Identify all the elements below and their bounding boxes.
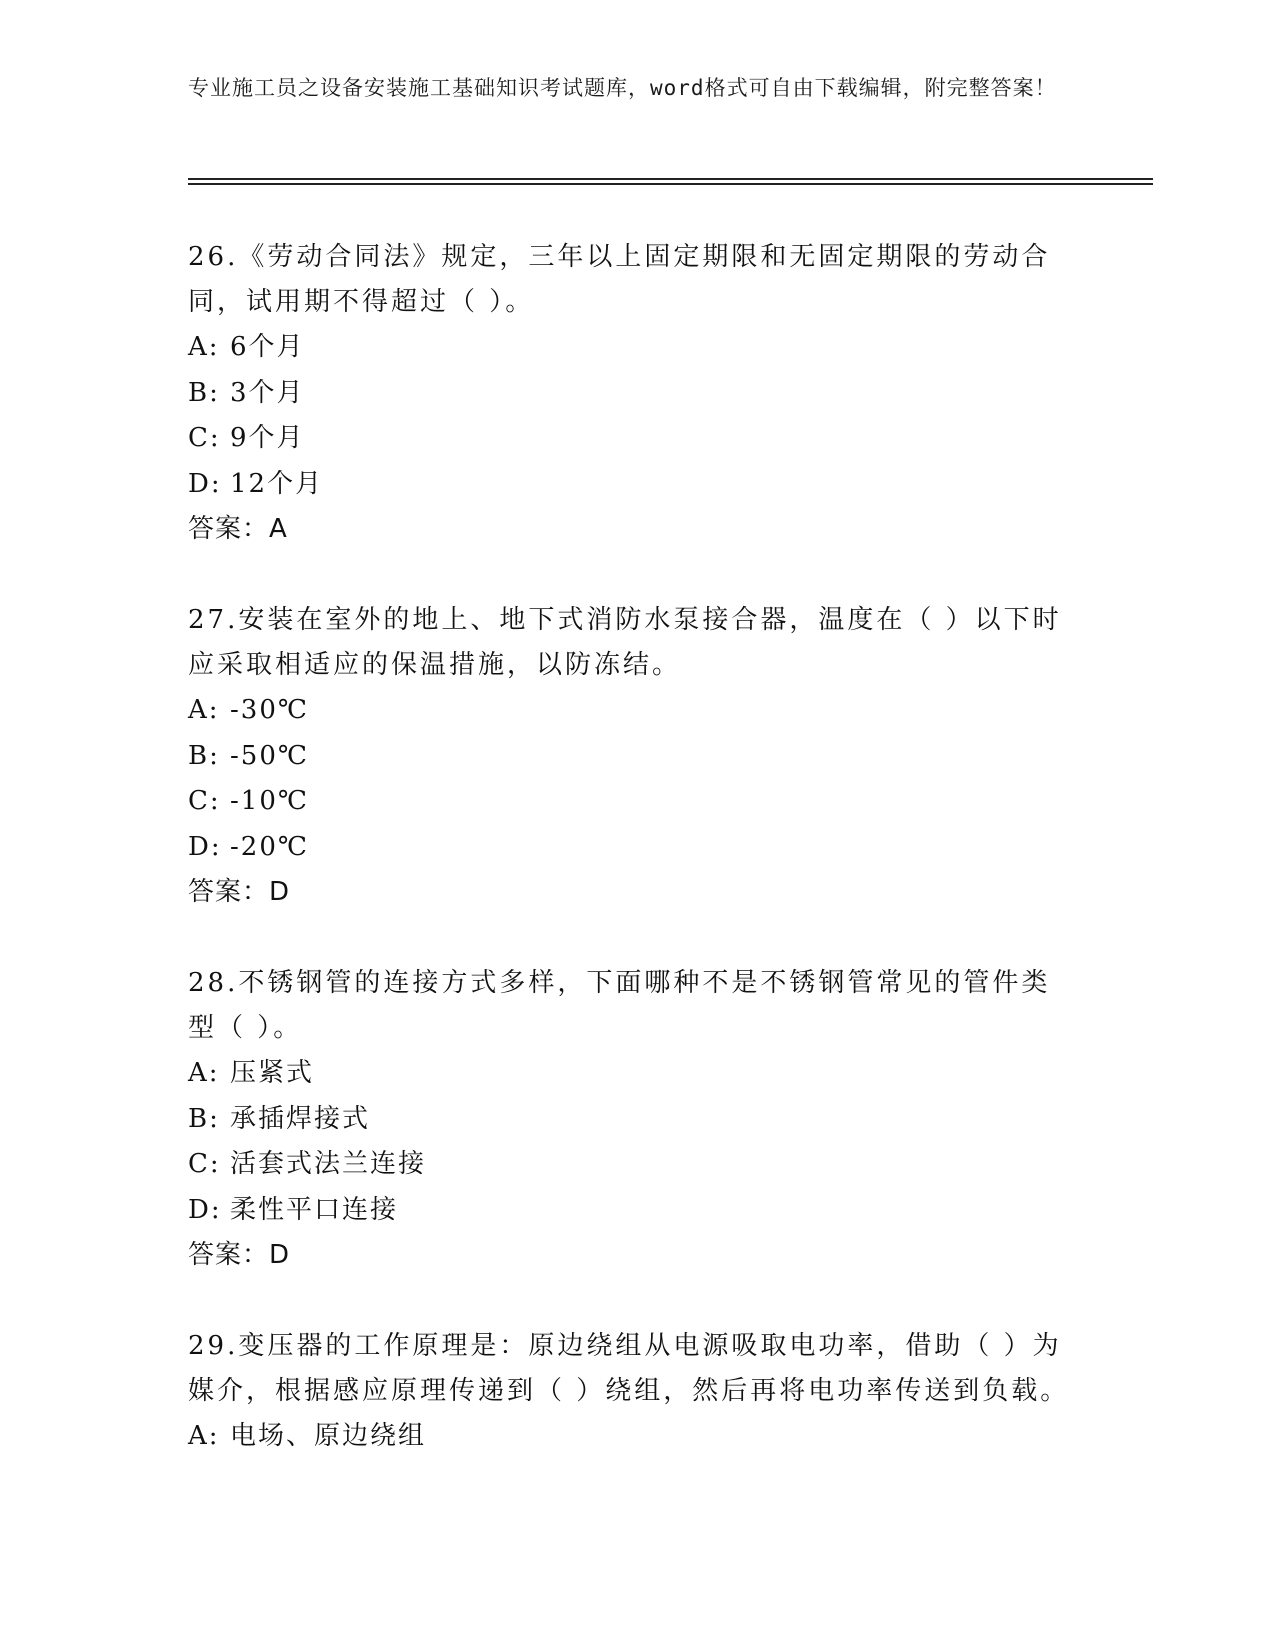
option-text: 电场、原边绕组: [230, 1421, 427, 1451]
option-a: [188, 1414, 1078, 1460]
option-label: D:: [188, 1194, 222, 1225]
option-text: -50℃: [230, 740, 309, 771]
option-label: D:: [188, 468, 222, 499]
option-text: 柔性平口连接: [230, 1194, 399, 1225]
option-c: [188, 416, 1078, 462]
option-b: [188, 371, 1078, 417]
option-text: 压紧式: [230, 1058, 315, 1088]
option-text: 活套式法兰连接: [230, 1149, 427, 1179]
answer-line: 答案：A: [188, 514, 288, 544]
question-26: [188, 235, 1078, 553]
option-text: -10℃: [230, 786, 309, 816]
question-28: [188, 961, 1078, 1279]
header-divider-bottom: [188, 183, 1153, 185]
option-d: [188, 825, 1078, 871]
question-29: [188, 1324, 1078, 1460]
question-27: [188, 598, 1078, 916]
option-text: 9个月: [230, 423, 305, 453]
option-label: A:: [188, 1421, 220, 1451]
option-d: [188, 1188, 1078, 1234]
option-d: [188, 462, 1078, 508]
option-b: [188, 1097, 1078, 1143]
option-text: 3个月: [230, 377, 305, 408]
option-label: C:: [188, 786, 221, 816]
question-text: 27.安装在室外的地上、地下式消防水泵接合器，温度在（ ）以下时应采取相适应的保温措施，以防冻结。: [188, 605, 1062, 680]
option-c: [188, 779, 1078, 825]
answer-line: 答案：D: [188, 1240, 291, 1270]
option-label: C:: [188, 423, 221, 453]
option-b: [188, 734, 1078, 780]
option-label: A:: [188, 1058, 220, 1088]
question-text: 26.《劳动合同法》规定，三年以上固定期限和无固定期限的劳动合同，试用期不得超过（ ）。: [188, 242, 1051, 317]
option-label: D:: [188, 831, 222, 862]
option-label: A:: [188, 332, 220, 362]
option-c: [188, 1142, 1078, 1188]
question-text: 28.不锈钢管的连接方式多样，下面哪种不是不锈钢管常见的管件类型（ ）。: [188, 968, 1051, 1043]
option-text: -20℃: [230, 831, 309, 862]
option-label: B:: [188, 1103, 220, 1134]
option-a: [188, 688, 1078, 734]
option-text: 承插焊接式: [230, 1103, 371, 1134]
option-label: C:: [188, 1149, 221, 1179]
option-a: [188, 325, 1078, 371]
option-text: 6个月: [230, 332, 305, 362]
option-text: -30℃: [230, 695, 309, 725]
header-divider-top: [188, 178, 1153, 180]
option-label: B:: [188, 740, 220, 771]
answer-line: 答案：D: [188, 877, 291, 907]
option-label: B:: [188, 377, 220, 408]
document-header: 专业施工员之设备安装施工基础知识考试题库，word格式可自由下载编辑，附完整答案！: [188, 76, 1057, 100]
question-text: 29.变压器的工作原理是：原边绕组从电源吸取电功率，借助（ ）为媒介，根据感应原理传递到（ ）绕组，然后再将电功率传送到负载。: [188, 1331, 1070, 1406]
option-text: 12个月: [230, 468, 324, 499]
option-a: [188, 1051, 1078, 1097]
option-label: A:: [188, 695, 220, 725]
